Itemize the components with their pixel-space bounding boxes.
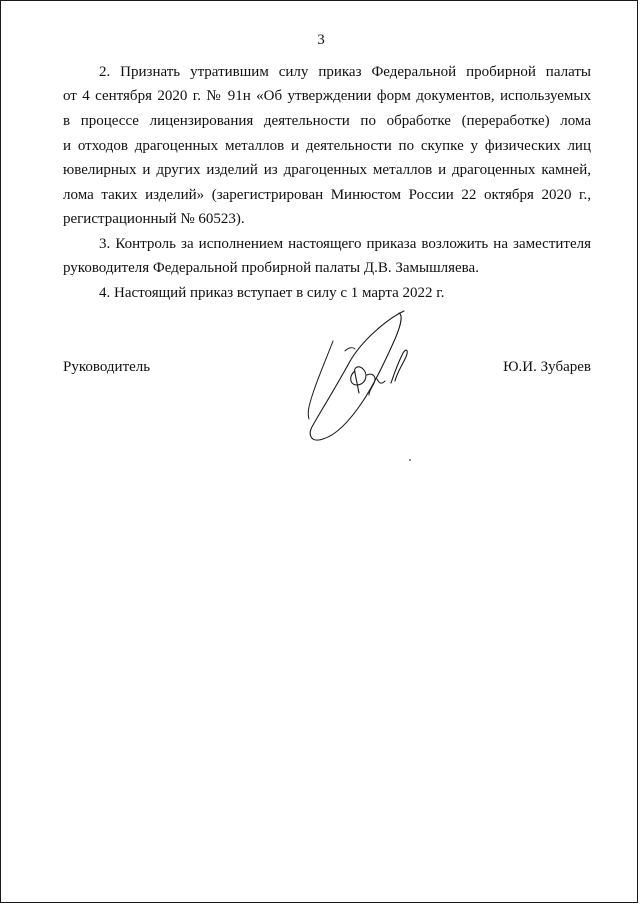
- scan-speck: [409, 459, 411, 461]
- paragraph-3-line-1: 3. Контроль за исполнением настоящего приказа возложить на заместителя: [99, 236, 591, 252]
- paragraph-3-line-2: руководителя Федеральной пробирной палаты Д.В. Замышляева.: [63, 260, 479, 276]
- paragraph-2-line-6: лома таких изделий» (зарегистрирован Минюстом России 22 октября 2020 г.,: [63, 187, 591, 203]
- handwritten-signature: [299, 301, 439, 446]
- paragraph-2-line-7: регистрационный № 60523).: [63, 211, 245, 227]
- page-number: 3: [317, 32, 325, 48]
- paragraph-2-line-4: и отходов драгоценных металлов и деятельности по скупке у физических лиц: [63, 138, 591, 154]
- signer-name: Ю.И. Зубарев: [503, 359, 591, 375]
- paragraph-2-line-1: 2. Признать утратившим силу приказ Федеральной пробирной палаты: [99, 64, 591, 80]
- paragraph-2-line-3: в процессе лицензирования деятельности по обработке (переработке) лома: [63, 113, 591, 129]
- signer-role: Руководитель: [63, 359, 151, 375]
- paragraph-2-line-2: от 4 сентября 2020 г. № 91н «Об утверждении форм документов, используемых: [63, 88, 591, 104]
- paragraph-2-line-5: ювелирных и других изделий из драгоценных металлов и драгоценных камней,: [63, 162, 591, 178]
- paragraph-4-line-1: 4. Настоящий приказ вступает в силу с 1 марта 2022 г.: [99, 285, 445, 301]
